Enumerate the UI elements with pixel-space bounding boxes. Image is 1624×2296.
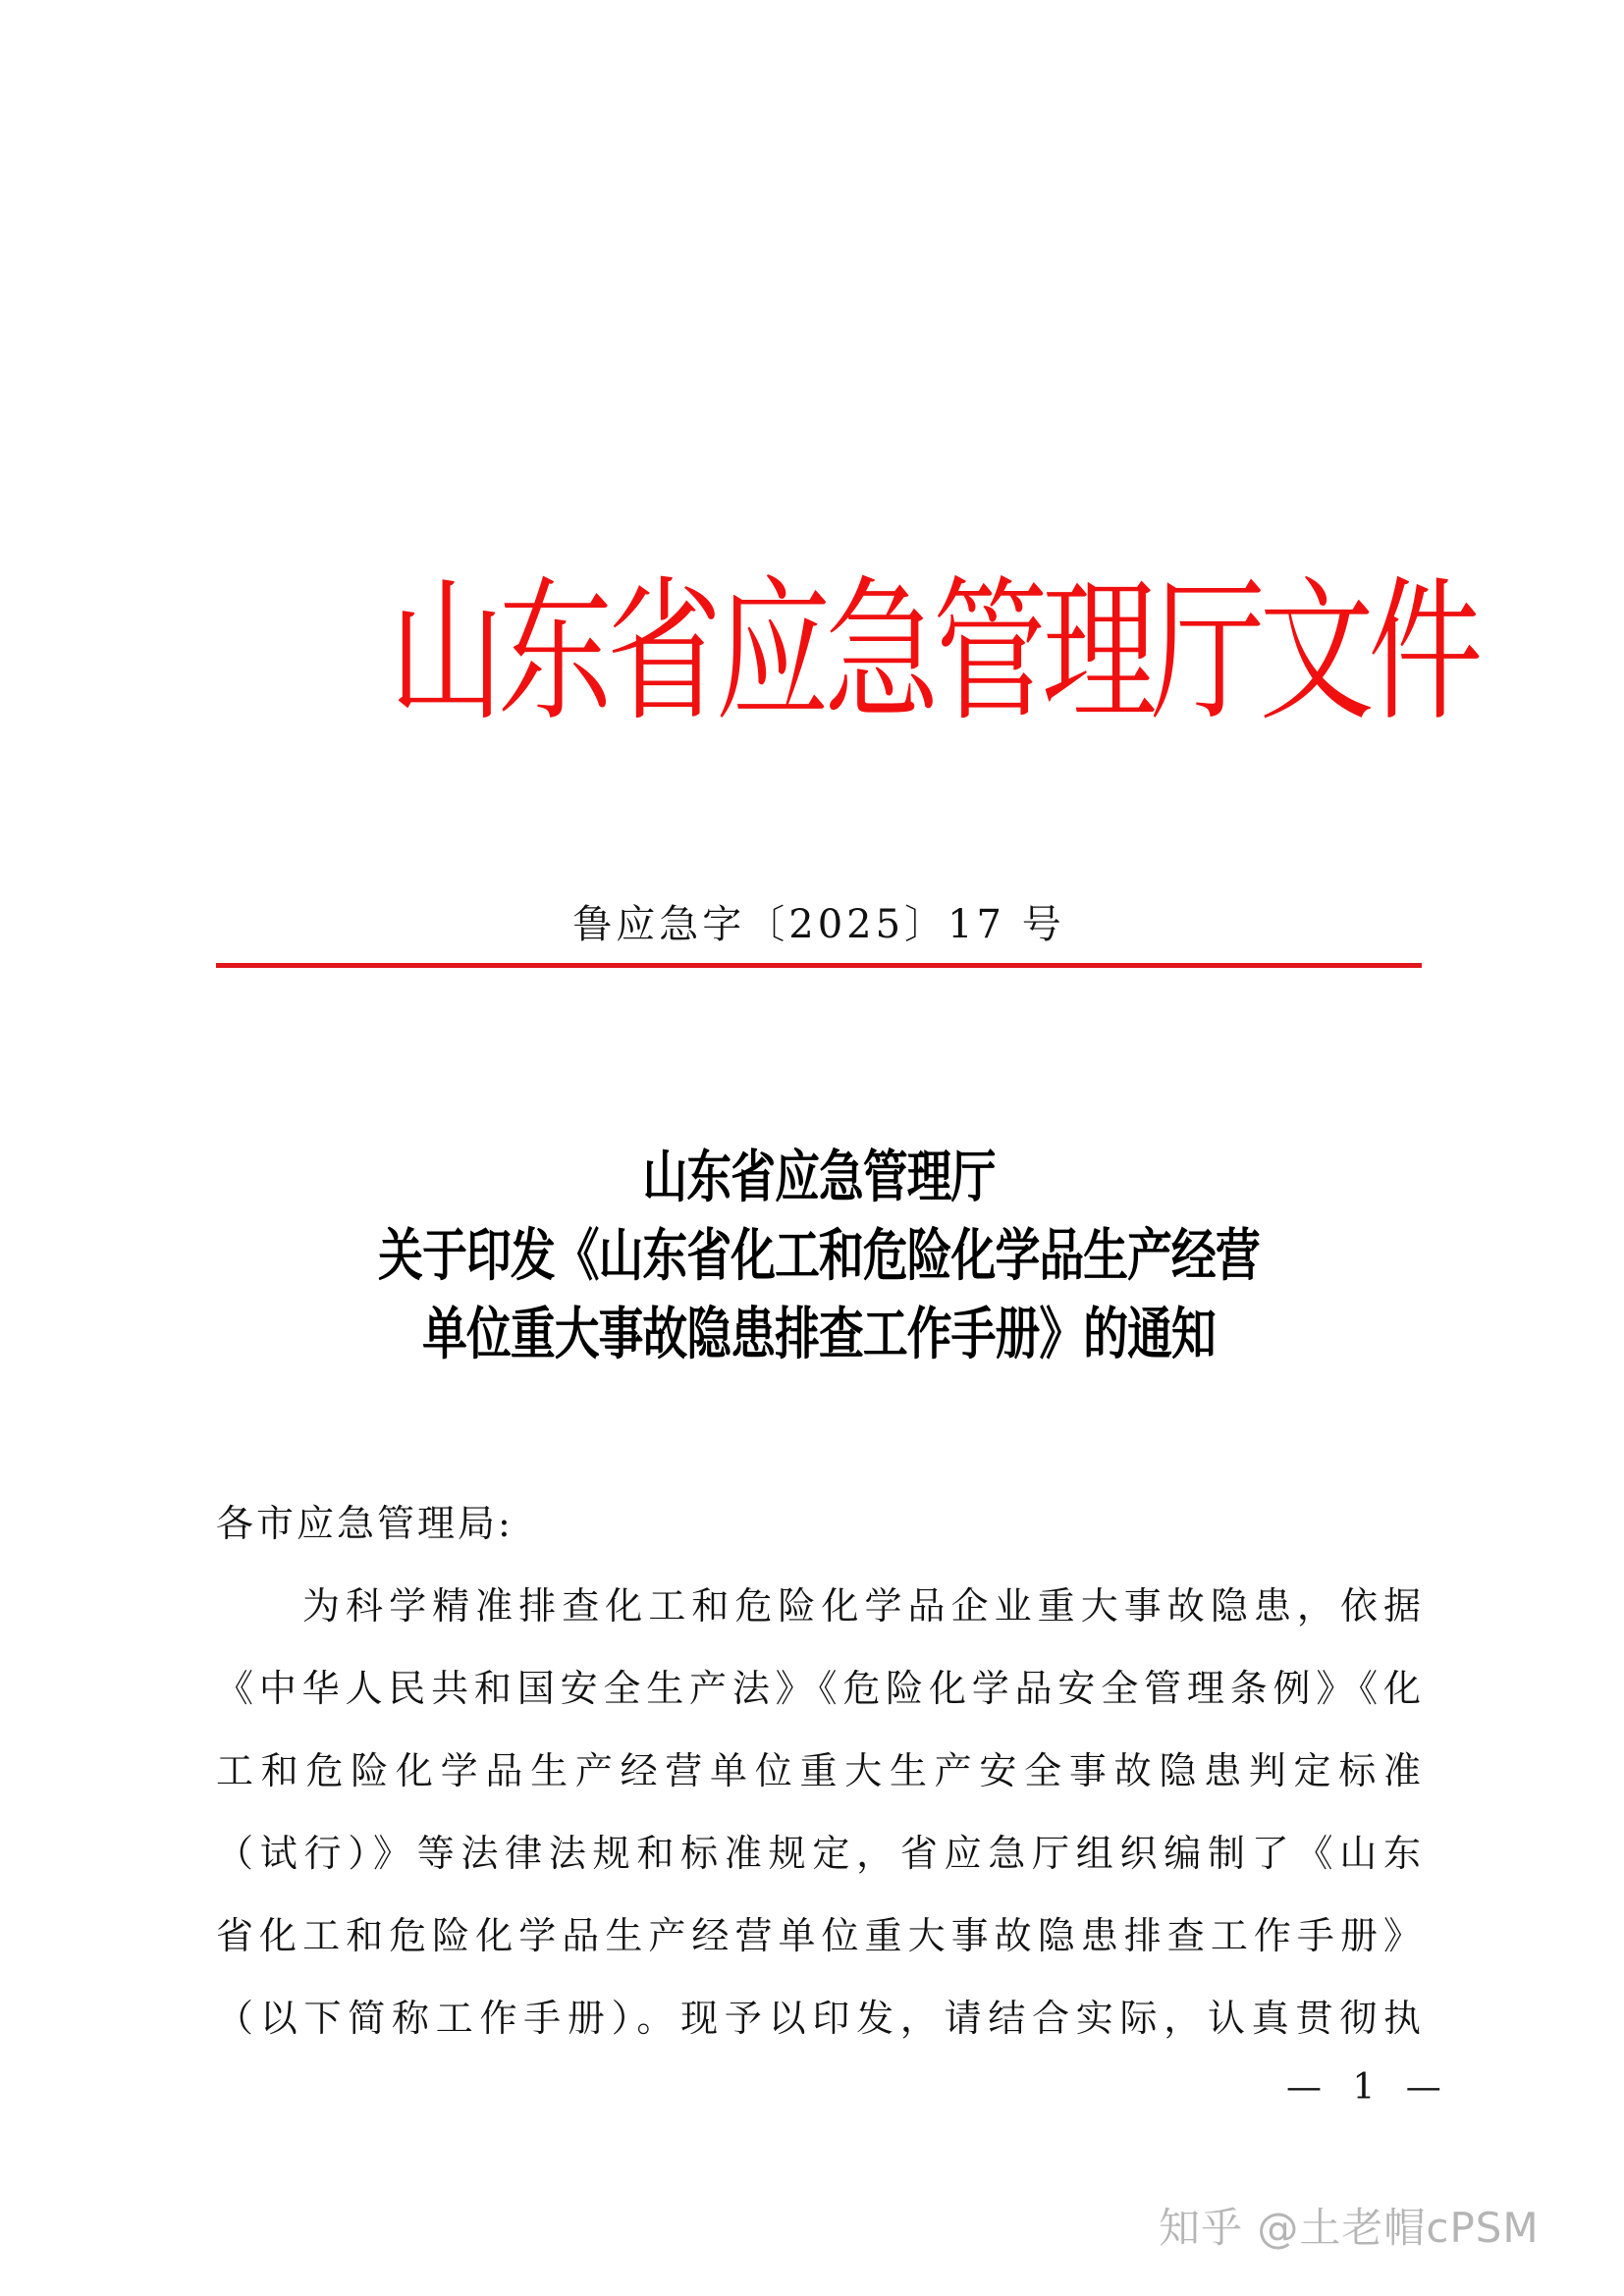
salutation: 各市应急管理局:	[216, 1502, 514, 1545]
paragraph-line: 《中华人民共和国安全生产法》《危险化学品安全管理条例》《化	[216, 1667, 1422, 1710]
page-number: — 1 —	[1286, 2067, 1451, 2108]
paragraph-line: （试行）》等法律法规和标准规定，省应急厅组织编制了《山东	[216, 1832, 1422, 1875]
paragraph-line: 工和危险化学品生产经营单位重大生产安全事故隐患判定标准	[216, 1749, 1422, 1792]
red-divider-rule	[216, 963, 1422, 968]
paragraph-line: （以下简称工作手册）。现予以印发，请结合实际，认真贯彻执	[216, 1997, 1422, 2040]
paragraph-line: 为科学精准排查化工和危险化学品企业重大事故隐患，依据	[302, 1584, 1422, 1628]
notice-title	[216, 1139, 1422, 1374]
watermark: 知乎 @土老帽cPSM	[1159, 2204, 1540, 2252]
body-text	[216, 1482, 1422, 2059]
notice-title-line-2: 关于印发《山东省化工和危险化学品生产经营	[378, 1224, 1260, 1289]
paragraph-line: 省化工和危险化学品生产经营单位重大事故隐患排查工作手册》	[216, 1914, 1422, 1957]
notice-title-line-3: 单位重大事故隐患排查工作手册》的通知	[422, 1303, 1216, 1367]
notice-title-line-1: 山东省应急管理厅	[642, 1146, 996, 1210]
masthead-title: 山东省应急管理厅文件	[389, 562, 1478, 743]
document-number: 鲁应急字〔2025〕17 号	[572, 902, 1065, 947]
